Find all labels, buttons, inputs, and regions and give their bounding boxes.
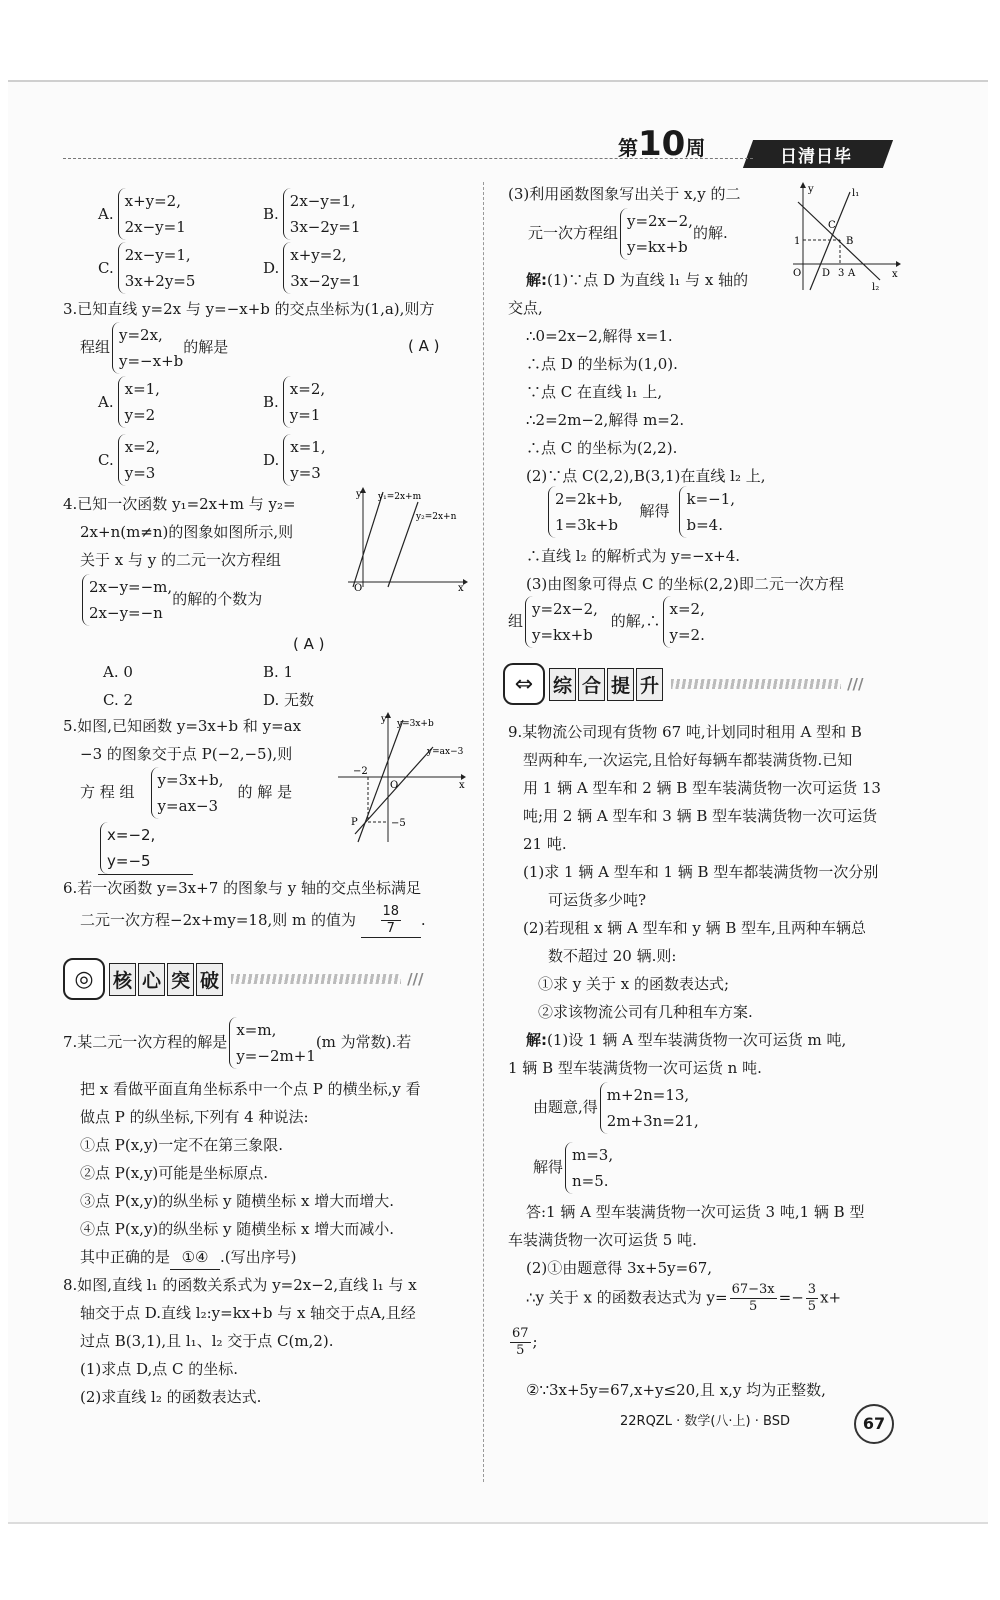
q2-option-a-system: x+y=2, 2x−y=1	[118, 188, 186, 240]
sol9-part2: (2)①由题意得 3x+5y=67,	[526, 1259, 713, 1277]
sol8-line1: 交点,	[508, 299, 543, 317]
q5-graph-neg5: −5	[391, 818, 406, 829]
q2-option-b-system: 2x−y=1, 3x−2y=1	[283, 188, 361, 240]
q2-option-d-system: x+y=2, 3x−2y=1	[283, 242, 361, 294]
q8-line5: (2)求直线 l₂ 的函数表达式.	[80, 1388, 262, 1406]
q4-option-c: C. 2	[103, 691, 134, 709]
q5-line2: −3 的图象交于点 P(−2,−5),则	[80, 745, 293, 763]
q5-system: 方 程 组 y=3x+b, y=ax−3 的 解 是	[80, 767, 292, 819]
q2-option-b: B. 2x−y=1, 3x−2y=1	[263, 188, 361, 240]
q5-answer: x=−2, y=−5	[98, 822, 193, 875]
q8-part3-line1: (3)利用函数图象写出关于 x,y 的二	[508, 185, 741, 203]
q7-item-3: ③点 P(x,y)的纵坐标 y 随横坐标 x 增大而增大.	[80, 1192, 395, 1210]
q8-line2: 轴交于点 D.直线 l₂:y=kx+b 与 x 轴交于点A,且经	[80, 1304, 416, 1322]
q8-line3: 过点 B(3,1),且 l₁、l₂ 交于点 C(m,2).	[80, 1332, 334, 1350]
sol8-line7: (2)∵点 C(2,2),B(3,1)在直线 l₂ 上,	[526, 467, 766, 485]
q4-option-d: D. 无数	[263, 691, 315, 709]
q4-graph-origin: O	[354, 583, 363, 592]
q7-item-1: ①点 P(x,y)一定不在第三象限.	[80, 1136, 284, 1154]
sol9-first: 解:(1)设 1 辆 A 型车装满货物一次可运货 m 吨,	[526, 1031, 847, 1049]
q4-answer: ( A )	[293, 635, 325, 653]
q7-line3: 做点 P 的纵坐标,下列有 4 种说法:	[80, 1108, 309, 1126]
sol8-first: 解:(1)∵点 D 为直线 l₁ 与 x 轴的	[526, 271, 749, 289]
q8-graph-b-label: B	[846, 236, 854, 247]
q5-line1: 5.如图,已知函数 y=3x+b 和 y=ax	[63, 717, 302, 735]
q9-line4: 吨;用 2 辆 A 型车和 3 辆 B 型车装满货物一次可运货	[523, 807, 878, 825]
q9-line10: ①求 y 关于 x 的函数表达式;	[538, 975, 730, 993]
sol8-line3: ∴点 D 的坐标为(1,0).	[526, 355, 678, 373]
q8-graph-a-label: A	[848, 268, 856, 279]
q3-system: 程组 y=2x, y=−x+b 的解是	[80, 322, 228, 374]
q8-line1: 8.如图,直线 l₁ 的函数关系式为 y=2x−2,直线 l₁ 与 x	[63, 1276, 417, 1294]
q6-line2: 二元一次方程−2x+my=18,则 m 的值为 $\frac{18}{7}$ .	[80, 904, 426, 936]
q4-graph-y-label: y	[356, 489, 362, 500]
week-number: 10	[638, 124, 686, 164]
q5-graph-line1-label: y=3x+b	[397, 719, 434, 729]
q5-graph-neg2: −2	[353, 766, 368, 777]
q9-line3: 用 1 辆 A 型车和 2 辆 B 型车装满货物一次可运货 13	[523, 779, 881, 797]
sol9-function-expression-cont: $\frac{67}{5}$ ;	[512, 1326, 538, 1358]
week-prefix: 第	[618, 136, 638, 160]
q3-option-a: A. x=1, y=2	[98, 376, 160, 428]
q8-graph-l1-label: l₁	[852, 188, 860, 199]
q9-line11: ②求该物流公司有几种租车方案.	[538, 1003, 753, 1021]
q9-line7: 可运货多少吨?	[548, 891, 647, 909]
q4-line1: 4.已知一次函数 y₁=2x+m 与 y₂=	[63, 495, 296, 513]
q2-option-c-system: 2x−y=1, 3x+2y=5	[118, 242, 196, 294]
q8-graph-d-label: D	[822, 268, 831, 279]
sol9-answer1: 答:1 辆 A 型车装满货物一次可运货 3 吨,1 辆 B 型	[526, 1203, 865, 1221]
q3-answer: ( A )	[408, 337, 440, 355]
header-tag-text: 日清日毕	[780, 147, 852, 167]
q6-line1: 6.若一次函数 y=3x+7 的图象与 y 轴的交点坐标满足	[63, 879, 422, 897]
q9-line6: (1)求 1 辆 A 型车和 1 辆 B 型车都装满货物一次分别	[523, 863, 879, 881]
sol9-system-mn: 由题意,得 m+2n=13, 2m+3n=21,	[533, 1082, 699, 1134]
q4-line3: 关于 x 与 y 的二元一次方程组	[80, 551, 282, 569]
q8-graph-one-label: 1	[794, 236, 801, 247]
q2-option-c: C. 2x−y=1, 3x+2y=5	[98, 242, 195, 294]
q3-option-d: D. x=1, y=3	[263, 434, 326, 486]
q8-graph-y-label: y	[808, 184, 814, 195]
week-suffix: 周	[685, 136, 706, 160]
q7-answer-line: 其中正确的是 ①④ .(写出序号)	[80, 1245, 297, 1270]
q7-line1: 7.某二元一次方程的解是 x=m, y=−2m+1 (m 为常数).若	[63, 1017, 411, 1069]
header-rule	[63, 158, 753, 159]
q7-item-4: ④点 P(x,y)的纵坐标 y 随横坐标 x 增大而减小.	[80, 1220, 395, 1238]
q9-line9: 数不超过 20 辆.则:	[548, 947, 677, 965]
q4-option-a: A. 0	[103, 663, 133, 681]
target-icon: ◎	[63, 958, 105, 1000]
sol8-part3: (3)由图象可得点 C 的坐标(2,2)即二元一次方程	[526, 575, 844, 593]
sol8-line2: ∴0=2x−2,解得 x=1.	[526, 327, 673, 345]
q4-line2: 2x+n(m≠n)的图象如图所示,则	[80, 523, 294, 541]
sol8-line6: ∴点 C 的坐标为(2,2).	[526, 439, 678, 457]
q3-option-c: C. x=2, y=3	[98, 434, 160, 486]
q8-line4: (1)求点 D,点 C 的坐标.	[80, 1360, 239, 1378]
sol9-function-expression: ∴y 关于 x 的函数表达式为 y= $\frac{67-3x}{5}$ =− $\frac{3}{5}$ x+	[526, 1282, 842, 1314]
q5-graph-x-label: x	[459, 780, 465, 791]
q3-line1: 3.已知直线 y=2x 与 y=−x+b 的交点坐标为(1,a),则方	[63, 300, 435, 318]
q5-graph-p: P	[351, 817, 358, 828]
q7-answer: ①④	[170, 1245, 220, 1270]
q2-option-a: A. x+y=2, 2x−y=1	[98, 188, 186, 240]
q4-graph-line1-label: y₁=2x+m	[378, 492, 422, 502]
q6-answer: $\frac{18}{7}$	[361, 904, 421, 938]
q8-graph	[788, 182, 903, 292]
sol9-answer2: 车装满货物一次可运货 5 吨.	[508, 1231, 697, 1249]
q2-option-d: D. x+y=2, 3x−2y=1	[263, 242, 361, 294]
q5-graph-y-label: y	[381, 714, 387, 725]
q8-part3-system: 元一次方程组 y=2x−2, y=kx+b 的解.	[528, 208, 728, 260]
sol9-last-line: ②∵3x+5y=67,x+y≤20,且 x,y 均为正整数,	[526, 1381, 826, 1399]
section-core-breakthrough: ◎ 核 心 突 破 ///	[63, 957, 424, 1001]
q9-line1: 9.某物流公司现有货物 67 吨,计划同时租用 A 型和 B	[508, 723, 862, 741]
q9-line2: 型两种车,一次运完,且恰好每辆车都装满货物.已知	[523, 751, 853, 769]
q4-option-b: B. 1	[263, 663, 294, 681]
q7-line2: 把 x 看做平面直角坐标系中一个点 P 的横坐标,y 看	[80, 1080, 421, 1098]
section-comprehensive-improvement: ⇔ 综 合 提 升 ///	[503, 662, 864, 706]
q4-graph	[338, 487, 468, 592]
q3-option-b: B. x=2, y=1	[263, 376, 325, 428]
q8-graph-x-label: x	[892, 269, 898, 280]
two-way-arrow-icon: ⇔	[503, 663, 545, 705]
q8-graph-c-label: C	[828, 220, 836, 231]
sol9-line2: 1 辆 B 型车装满货物一次可运货 n 吨.	[508, 1059, 762, 1077]
q9-line8: (2)若现租 x 辆 A 型车和 y 辆 B 型车,且两种车辆总	[523, 919, 866, 937]
page-number: 67	[854, 1404, 894, 1444]
q4-system: 2x−y=−m, 2x−y=−n 的解的个数为	[80, 574, 262, 626]
q4-graph-x-label: x	[458, 583, 464, 592]
q9-line5: 21 吨.	[523, 835, 567, 853]
q4-graph-line2-label: y₂=2x+n	[416, 512, 457, 522]
sol9-solution-mn: 解得 m=3, n=5.	[533, 1142, 613, 1194]
sol8-line4: ∵点 C 在直线 l₁ 上,	[526, 383, 663, 401]
workbook-page	[8, 80, 988, 1524]
q8-graph-l2-label: l₂	[872, 282, 880, 292]
q8-graph-origin: O	[793, 268, 802, 279]
q5-graph-line2-label: y=ax−3	[427, 747, 464, 757]
q5-graph-origin: O	[390, 780, 399, 791]
q8-graph-three-label: 3	[838, 268, 845, 279]
sol8-line5: ∴2=2m−2,解得 m=2.	[526, 411, 685, 429]
footer-book-code: 22RQZL · 数学(八·上) · BSD	[620, 1414, 790, 1429]
q5-graph	[333, 712, 468, 847]
sol8-system-kb: 2=2k+b, 1=3k+b 解得 k=−1, b=4.	[546, 486, 735, 538]
sol8-part3-system: 组 y=2x−2, y=kx+b 的解,∴ x=2, y=2.	[508, 596, 705, 648]
sol8-l2-expression: ∴直线 l₂ 的解析式为 y=−x+4.	[526, 547, 741, 565]
column-divider	[483, 182, 484, 1482]
q7-item-2: ②点 P(x,y)可能是坐标原点.	[80, 1164, 269, 1182]
